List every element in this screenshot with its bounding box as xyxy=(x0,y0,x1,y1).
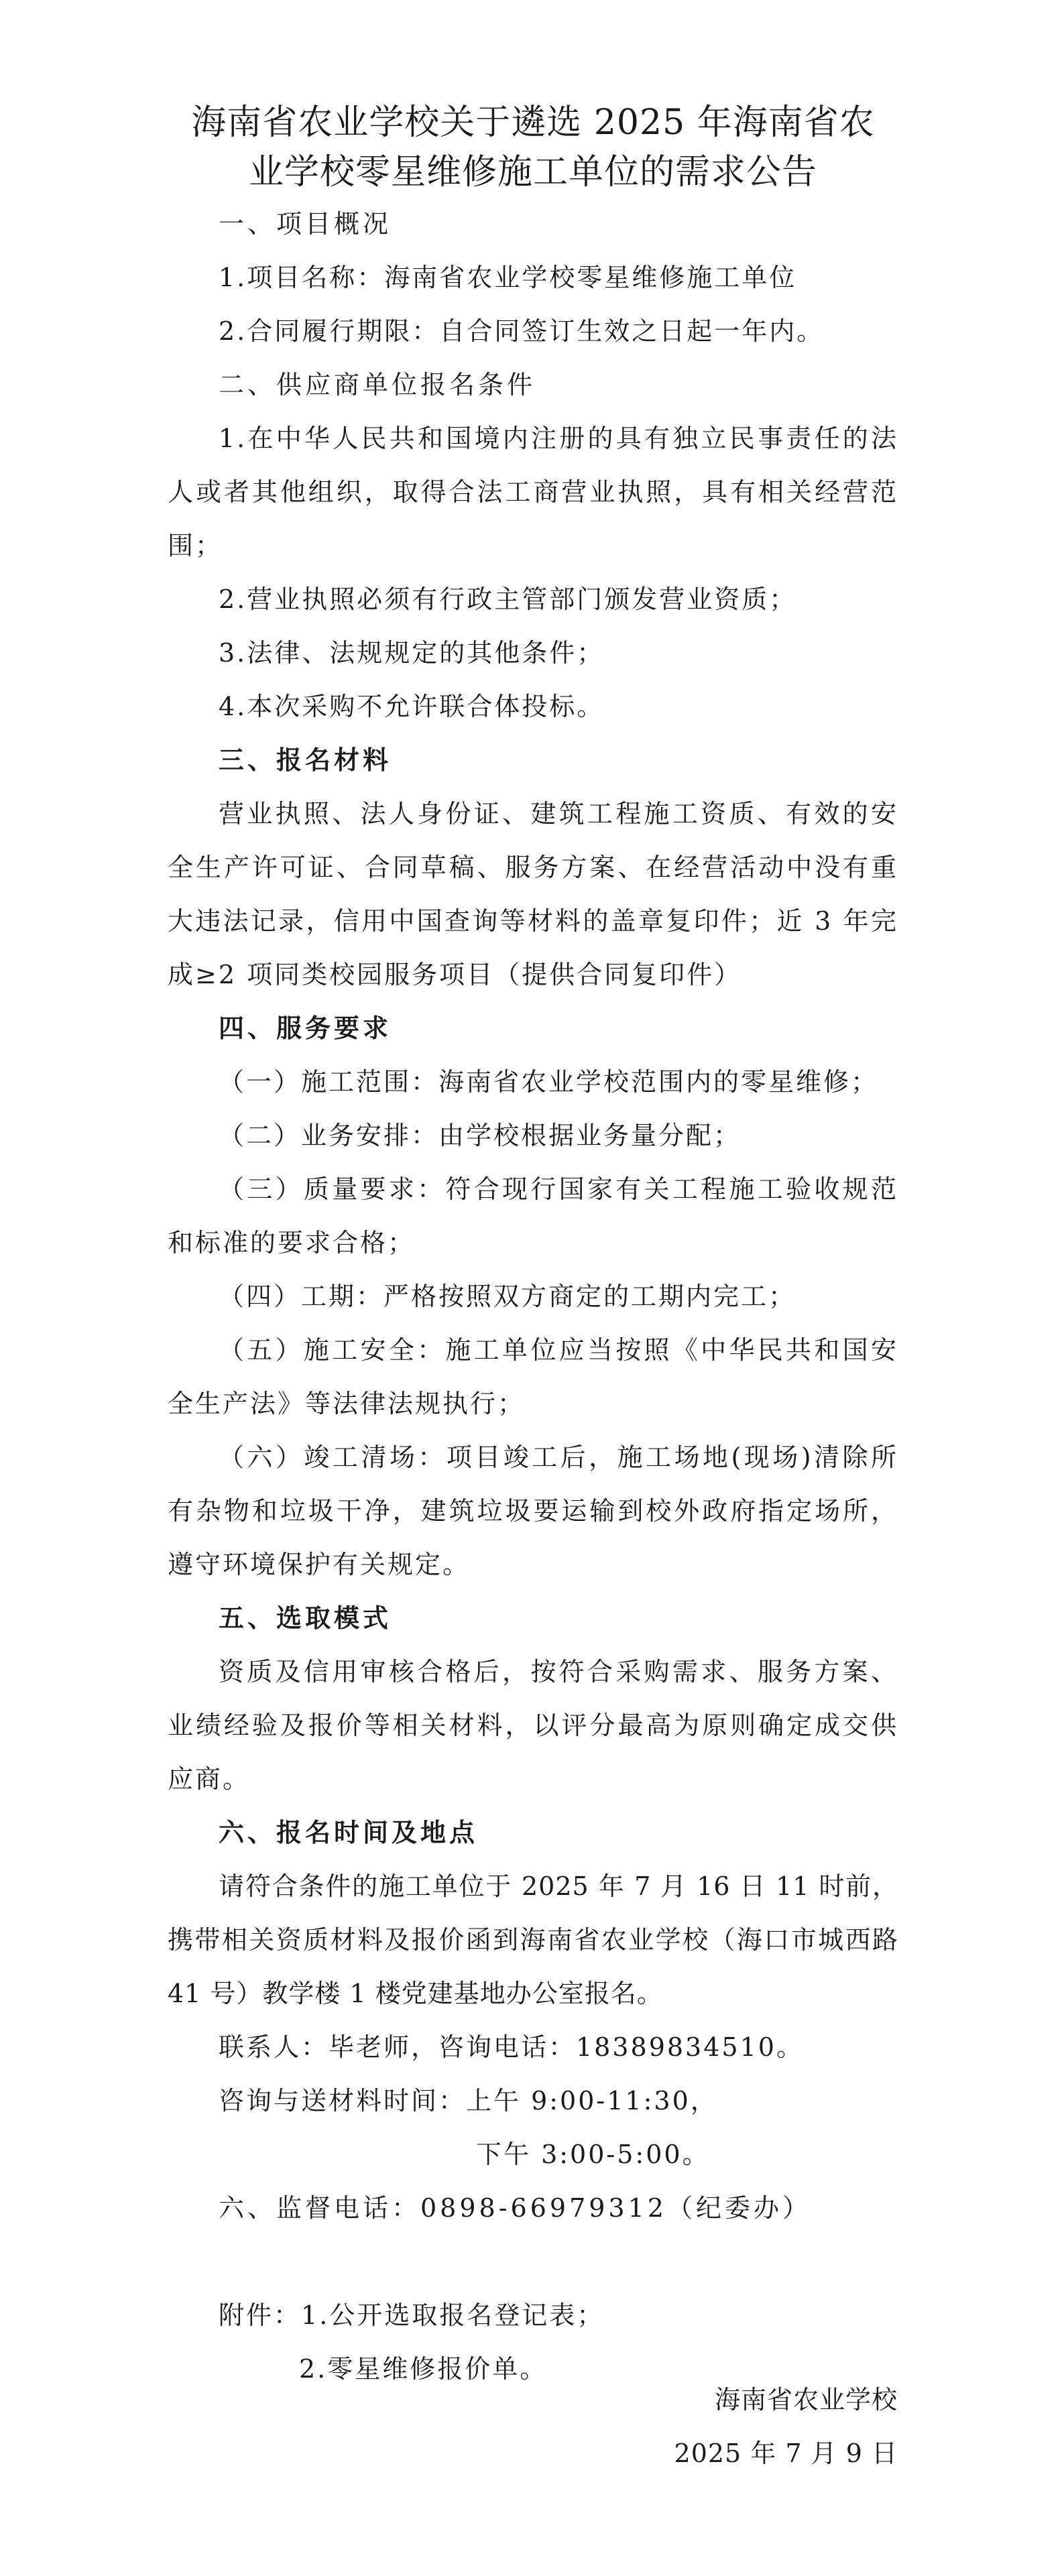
section-6-body: 请符合条件的施工单位于 2025 年 7 月 16 日 11 时前，携带相关资质材料及报价函到海南省农业学校（海口市城西路 41 号）教学楼 1 楼党建基地办公室报名。 xyxy=(168,1872,898,2008)
signature-date: 2025 年 7 月 9 日 xyxy=(674,2439,898,2468)
section-6-time-am: 咨询与送材料时间：上午 9:00-11:30， xyxy=(219,2086,718,2115)
section-4-item-2: （二）业务安排：由学校根据业务量分配； xyxy=(219,1121,742,1150)
section-6-time-pm: 下午 3:00-5:00。 xyxy=(476,2140,710,2169)
title-line-2: 业学校零星维修施工单位的需求公告 xyxy=(248,152,817,192)
attachment-item-1: 1.公开选取报名登记表； xyxy=(301,2301,605,2330)
attachment-line-1 xyxy=(168,2288,898,2342)
section-5-body: 资质及信用审核合格后，按符合采购需求、服务方案、业绩经验及报价等相关材料，以评分最高为原则确定成交供应商。 xyxy=(168,1657,898,1794)
section-1-heading: 一、项目概况 xyxy=(219,209,392,239)
section-1-item-1: 1.项目名称：海南省农业学校零星维修施工单位 xyxy=(219,263,797,292)
section-2-item-4: 4.本次采购不允许联合体投标。 xyxy=(219,692,605,721)
section-4-item-5: （五）施工安全：施工单位应当按照《中华民共和国安全生产法》等法律法规执行； xyxy=(168,1335,898,1418)
section-2-item-2: 2.营业执照必须有行政主管部门颁发营业资质； xyxy=(219,585,797,614)
section-2-heading: 二、供应商单位报名条件 xyxy=(219,370,536,400)
section-4-item-1: （一）施工范围：海南省农业学校范围内的零星维修； xyxy=(219,1067,879,1097)
section-3-body: 营业执照、法人身份证、建筑工程施工资质、有效的安全生产许可证、合同草稿、服务方案、在经营活动中没有重大违法记录，信用中国查询等材料的盖章复印件；近 3 年完成≥2 项同类校园服务项目（提供合同复印件） xyxy=(168,799,898,989)
section-1-item-2: 2.合同履行期限：自合同签订生效之日起一年内。 xyxy=(219,316,825,346)
attachment-label: 附件： xyxy=(219,2301,302,2330)
section-4-item-6: （六）竣工清场：项目竣工后，施工场地(现场)清除所有杂物和垃圾干净，建筑垃圾要运输到校外政府指定场所，遵守环境保护有关规定。 xyxy=(168,1443,898,1579)
supervision-phone: 六、监督电话：0898-66979312（纪委办） xyxy=(219,2193,811,2223)
section-4-item-4: （四）工期：严格按照双方商定的工期内完工； xyxy=(219,1282,796,1311)
signature-block xyxy=(674,2373,898,2480)
section-6-heading: 六、报名时间及地点 xyxy=(219,1817,479,1847)
section-2-item-1: 1.在中华人民共和国境内注册的具有独立民事责任的法人或者其他组织，取得合法工商营业执照，具有相关经营范围； xyxy=(168,424,898,560)
section-2-item-3: 3.法律、法规规定的其他条件； xyxy=(219,638,605,668)
section-3-heading: 三、报名材料 xyxy=(219,745,392,775)
section-4-item-3: （三）质量要求：符合现行国家有关工程施工验收规范和标准的要求合格； xyxy=(168,1174,898,1258)
signature-org: 海南省农业学校 xyxy=(714,2385,898,2414)
section-4-heading: 四、服务要求 xyxy=(219,1013,392,1043)
title-line-1: 海南省农业学校关于遴选 2025 年海南省农 xyxy=(191,103,875,143)
blank-line xyxy=(168,2235,898,2288)
section-6-contact: 联系人：毕老师，咨询电话：18389834510。 xyxy=(219,2032,804,2062)
notice-title xyxy=(168,0,898,197)
attachment-item-2: 2.零星维修报价单。 xyxy=(299,2354,548,2384)
notice-content xyxy=(168,0,898,2396)
section-5-heading: 五、选取模式 xyxy=(219,1603,392,1633)
